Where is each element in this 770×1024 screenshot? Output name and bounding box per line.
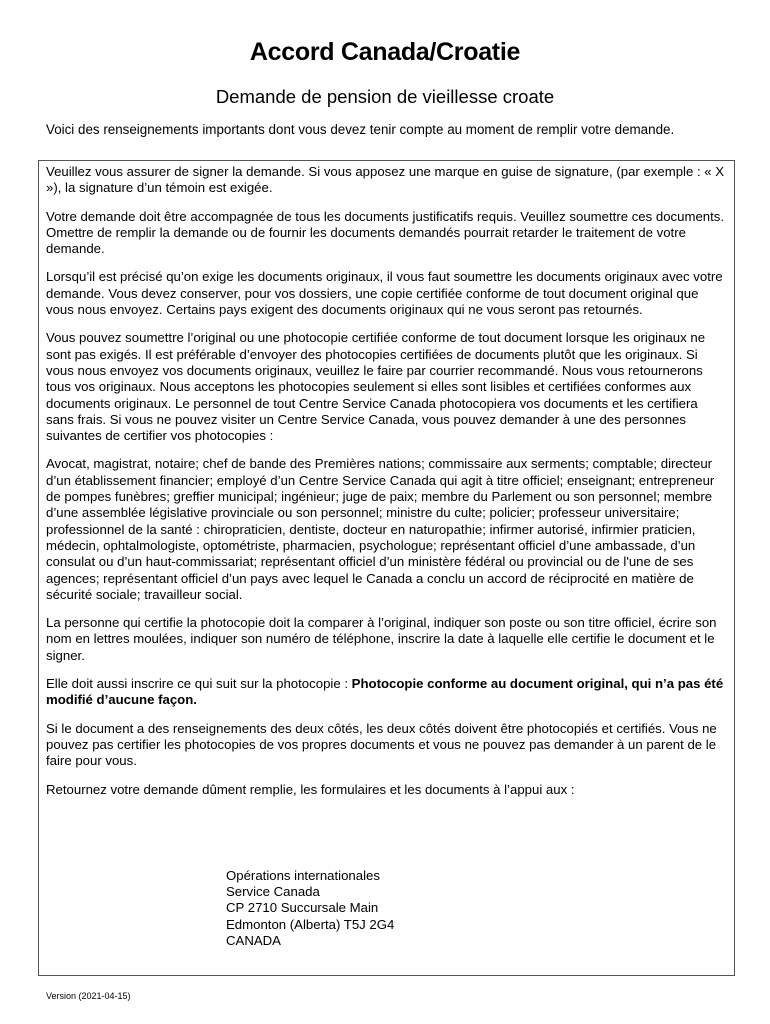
info-box-content (46, 164, 728, 810)
address-line: Service Canada (226, 884, 320, 900)
paragraph-certifier-duties: La personne qui certifie la photocopie doit la comparer à l’original, indiquer son poste ou son titre officiel, écrire son nom en lettres moulées, indiquer son numéro de téléphone, inscrire la date à laquelle elle certifie le document et le signer. (46, 615, 717, 663)
paragraph-certification-statement (46, 676, 728, 709)
paragraph-return-instructions: Retournez votre demande dûment remplie, les formulaires et les documents à l’appui aux : (46, 781, 575, 797)
statement-lead: Elle doit aussi inscrire ce qui suit sur la photocopie : (46, 676, 352, 692)
mailing-address (226, 868, 526, 949)
page-title: Accord Canada/Croatie (249, 38, 521, 66)
paragraph-certifier-list: Avocat, magistrat, notaire; chef de bande des Premières nations; commissaire aux serments; comptable; directeur d’un établissement financier; employé d’un Centre Service Canada qui agit à titre officiel; enseignant; entrepreneur de pompes funèbres; greffier municipal; ingénieur; juge de paix; membre du Parlement ou son personnel; membre d’une assemblée législative provinciale ou son personnel; ministre du culte; policier; professeur universitaire; professionnel de la santé : chiropraticien, dentiste, docteur en naturopathie; infirmer autorisé, infirmier praticien, médecin, ophtalmologiste, optométriste, pharmacien, psychologue; représentant officiel d’une ambassade, d’un consulat ou d’un haut-commissariat; représentant officiel d’un ministère fédéral ou provincial ou de l'une de ses agences; représentant officiel d’un pays avec lequel le Canada a conclu un accord de réciprocité en matière de sécurité sociale; travailleur social. (46, 456, 715, 602)
address-line: CANADA (226, 932, 281, 948)
paragraph-signature: Veuillez vous assurer de signer la demande. Si vous apposez une marque en guise de signature, (par exemple : « X »), la signature d’un témoin est exigée. (46, 164, 725, 196)
statement-text: Photocopie conforme au document original, qui n’a pas été modifié d’aucune façon. (46, 676, 724, 708)
address-line: Edmonton (Alberta) T5J 2G4 (226, 916, 395, 932)
page-subtitle: Demande de pension de vieillesse croate (215, 86, 555, 107)
intro-text: Voici des renseignements importants dont vous devez tenir compte au moment de remplir votre demande. (46, 122, 675, 137)
paragraph-original-documents: Lorsqu’il est précisé qu’on exige les documents originaux, il vous faut soumettre les documents originaux avec votre demande. Vous devez conserver, pour vos dossiers, une copie certifiée conforme de tout document original que vous nous envoyez. Certains pays exigent des documents originaux qui ne vous seront pas retournés. (46, 269, 723, 318)
paragraph-two-sided: Si le document a des renseignements des deux côtés, les deux côtés doivent être photocopiés et certifiés. Vous ne pouvez pas certifier les photocopies de vos propres documents et vous ne pouvez pas demander à un parent de le faire pour vous. (46, 720, 717, 769)
address-line: Opérations internationales (226, 868, 380, 883)
version-label: Version (2021-04-15) (46, 991, 131, 1001)
paragraph-certified-copies: Vous pouvez soumettre l’original ou une photocopie certifiée conforme de tout document lorsque les originaux ne sont pas exigés. Il est préférable d’envoyer des photocopies certifiées de documents plutôt que les originaux. Si vous nous envoyez vos documents originaux, veuillez le faire par courrier recommandé. Nous vous retournerons tous vos originaux. Nous acceptons les photocopies seulement si elles sont lisibles et certifiées conformes aux documents originaux. Le personnel de tout Centre Service Canada photocopiera vos documents et les certifiera sans frais. Si vous ne pouvez visiter un Centre Service Canada, vous pouvez demander à une des personnes suivantes de certifier vos photocopies : (46, 330, 706, 444)
paragraph-supporting-documents: Votre demande doit être accompagnée de tous les documents justificatifs requis. Veuillez soumettre ces documents. Omettre de remplir la demande ou de fournir les documents demandés pourrait retarder le traitement de votre demande. (46, 208, 725, 257)
address-line: CP 2710 Succursale Main (226, 900, 379, 916)
